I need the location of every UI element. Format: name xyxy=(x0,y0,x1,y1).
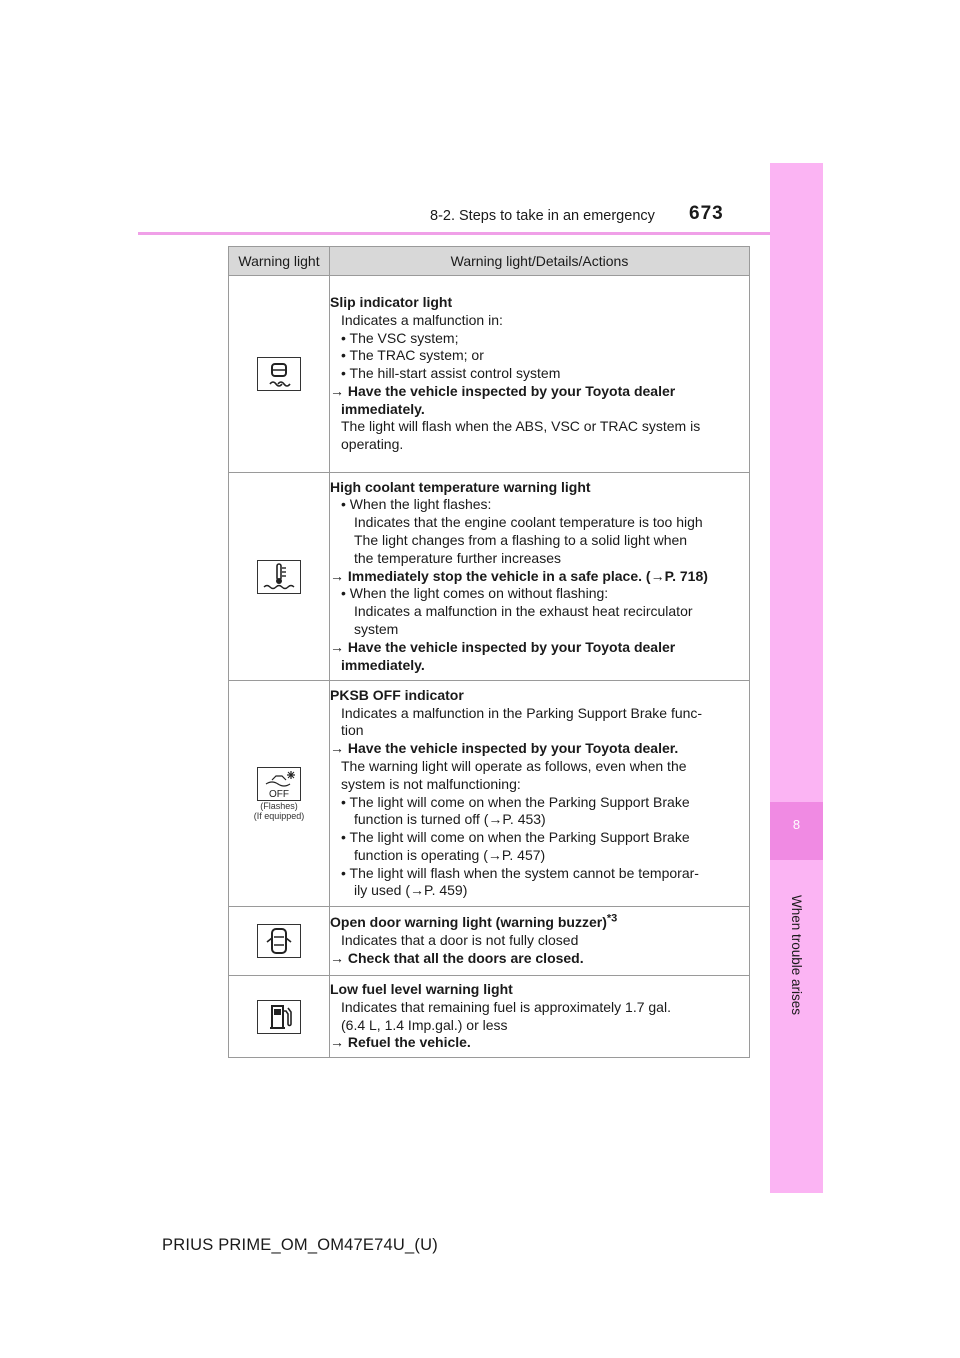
row-title: High coolant temperature warning light xyxy=(330,478,591,495)
row-title: PKSB OFF indicator xyxy=(330,686,464,703)
fuel-pump-icon xyxy=(257,1000,301,1034)
col-header-warning-light: Warning light xyxy=(229,247,330,276)
table-row: High coolant temperature warning light • When the light flashes: Indicates that the engine coolant temperature is too high The light changes from a flashing to a solid light when the temperature further increases → Immediately stop the vehicle in a safe place. (→P. 718) • When the light comes on without flashing: Indicates a malfunction in the exhaust heat recirculator system → Have the vehicle inspected by your Toyota dealer immediately. xyxy=(229,473,750,681)
chapter-title: When trouble arises xyxy=(789,895,804,1016)
row-title: Slip indicator light xyxy=(330,293,453,310)
coolant-temperature-icon xyxy=(257,560,301,594)
row-title: Open door warning light (warning buzzer) xyxy=(330,914,607,931)
table-row: Open door warning light (warning buzzer)$^{*3}$ Indicates that a door is not fully closed → Check that all the doors are closed. xyxy=(229,907,750,976)
warning-light-table xyxy=(228,246,750,1058)
table-row: Slip indicator light Indicates a malfunction in: • The VSC system; • The TRAC system; or • The hill-start assist control system → Have the vehicle inspected by your Toyota dealer immediately. The light will flash when the ABS, VSC or TRAC system is operating. xyxy=(229,276,750,473)
document-id: PRIUS PRIME_OM_OM47E74U_(U) xyxy=(162,1236,438,1254)
pksb-off-icon xyxy=(257,767,301,801)
open-door-icon xyxy=(257,924,301,958)
pksb-off-icon-label: OFF xyxy=(269,788,289,800)
table-row: OFF (Flashes) (If equipped) PKSB OFF indicator Indicates a malfunction in the Parking Support Brake func- tion → Have the vehicle inspected by your Toyota dealer. The warning light will operate as follows, even when the system is not malfunctioning: • The light will come on when the Parking Support Brake function is turned off (→P. 453) • The light will come on when the Parking Support Brake function is operating (→P. 457) • The light will flash when the system cannot be temporar- ily used (→P. 459) xyxy=(229,681,750,907)
chapter-number: 8 xyxy=(792,817,801,832)
page-number: 673 xyxy=(689,203,724,224)
header-divider xyxy=(138,232,823,235)
chapter-side-tab xyxy=(770,163,823,1193)
icon-caption-flashes: (Flashes) xyxy=(260,800,298,811)
slip-indicator-icon xyxy=(257,357,301,391)
row-title: Low fuel level warning light xyxy=(330,980,513,997)
table-row: Low fuel level warning light Indicates that remaining fuel is approximately 1.7 gal. (6.4 L, 1.4 Imp.gal.) or less → Refuel the vehicle. xyxy=(229,976,750,1058)
table-header-row xyxy=(229,247,750,276)
footnote-marker: *3 xyxy=(606,912,618,925)
col-header-details: Warning light/Details/Actions xyxy=(330,247,750,276)
section-title: 8-2. Steps to take in an emergency xyxy=(430,208,655,224)
icon-caption-if-equipped: (If equipped) xyxy=(253,810,305,821)
